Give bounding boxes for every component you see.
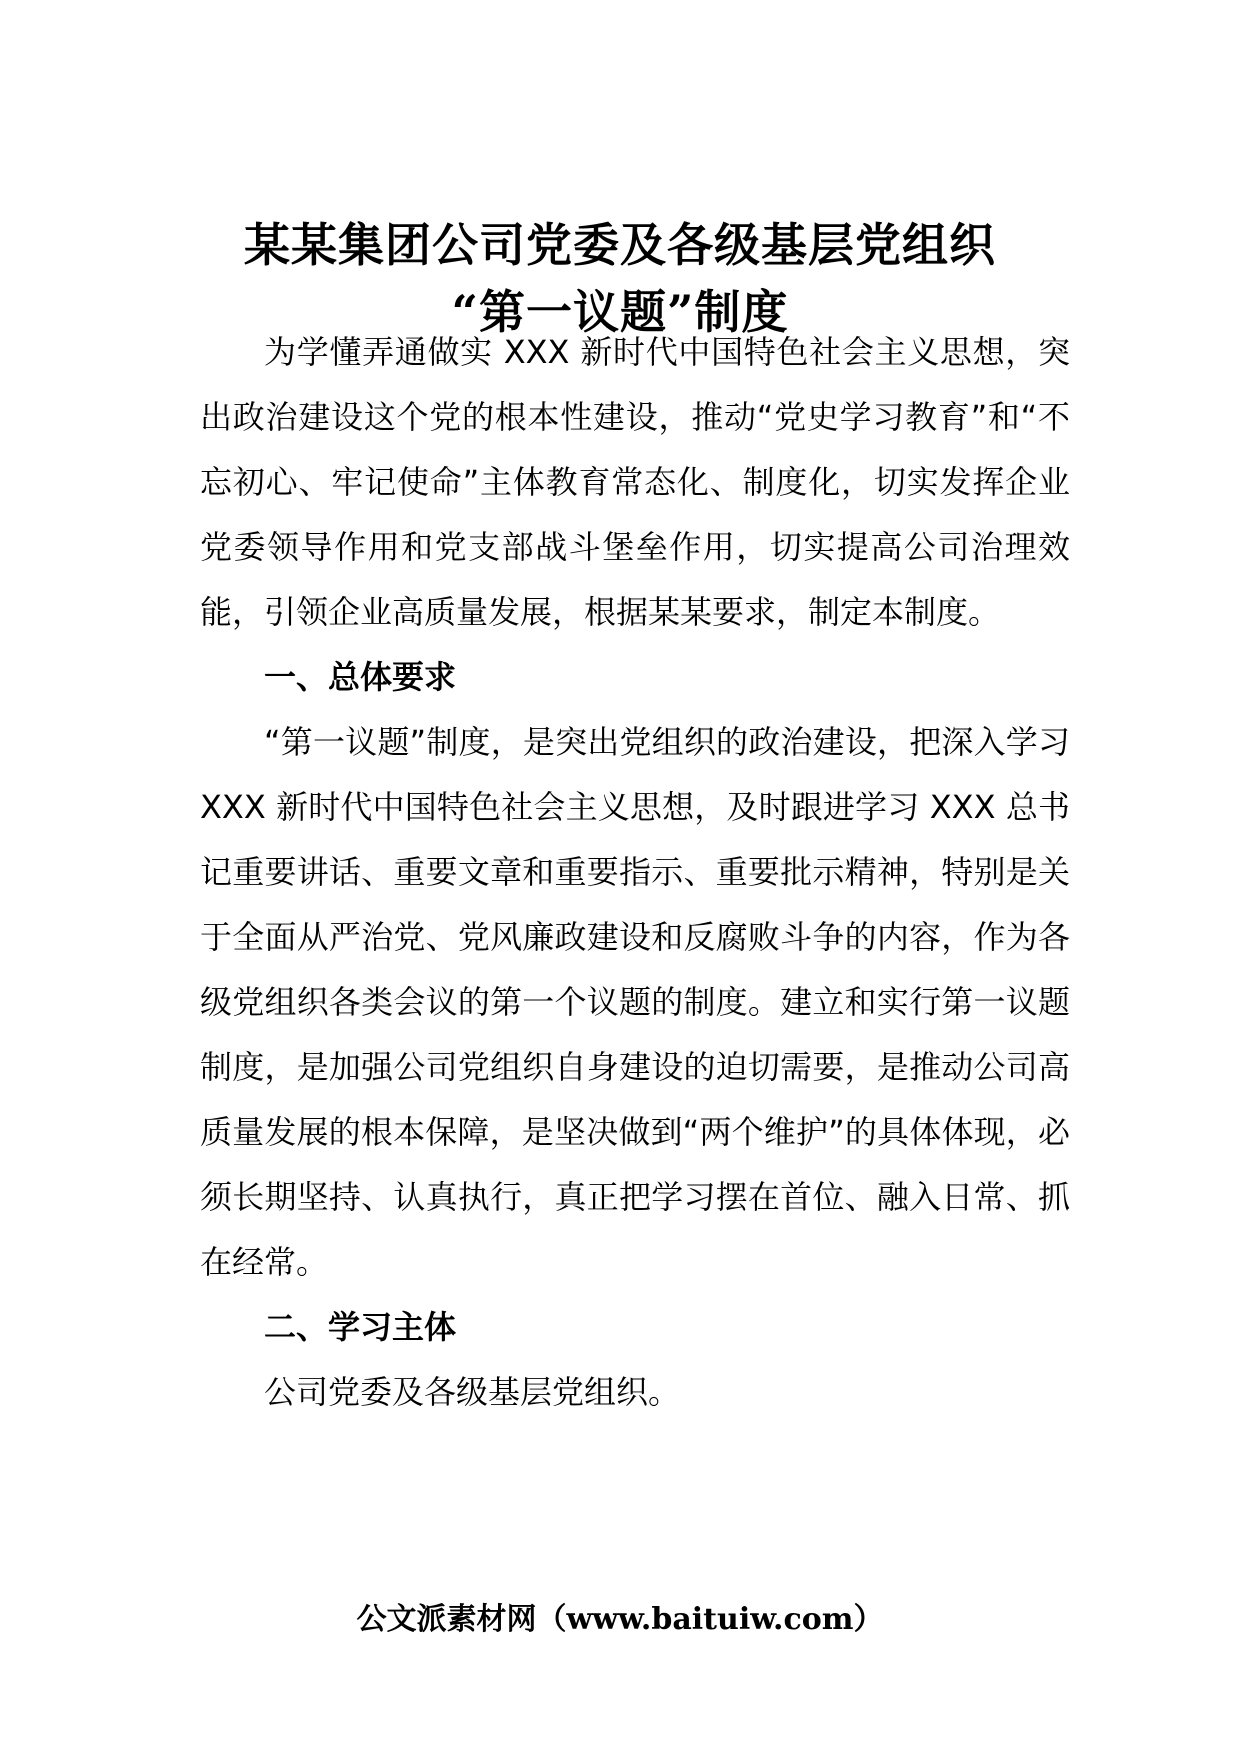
document-title-line-2: “第一议题”制度 xyxy=(451,285,789,339)
section-body-study-subject: 公司党委及各级基层党组织。 xyxy=(264,1373,681,1411)
document-title-line-1: 某某集团公司党委及各级基层党组织 xyxy=(244,218,996,272)
document-body xyxy=(200,320,1070,1425)
section-heading-general-requirements: 一、总体要求 xyxy=(264,658,457,696)
intro-paragraph: 为学懂弄通做实 XXX 新时代中国特色社会主义思想，突出政治建设这个党的根本性建设，推动“党史学习教育”和“不忘初心、牢记使命”主体教育常态化、制度化，切实发挥企业党委领导作用和党支部战斗堡垒作用，切实提高公司治理效能，引领企业高质量发展，根据某某要求，制定本制度。 xyxy=(200,333,1070,631)
footer-source: 公文派素材网（www.baituiw.com） xyxy=(356,1602,884,1637)
section-body-general-requirements: “第一议题”制度，是突出党组织的政治建设，把深入学习 XXX 新时代中国特色社会主义思想，及时跟进学习 XXX 总书记重要讲话、重要文章和重要指示、重要批示精神，特别是关于全面从严治党、党风廉政建设和反腐败斗争的内容，作为各级党组织各类会议的第一个议题的制度。建立和实行第一议题制度，是加强公司党组织自身建设的迫切需要，是推动公司高质量发展的根本保障，是坚决做到“两个维护”的具体体现，必须长期坚持、认真执行，真正把学习摆在首位、融入日常、抓在经常。 xyxy=(200,723,1070,1281)
section-heading-study-subject: 二、学习主体 xyxy=(264,1308,457,1346)
